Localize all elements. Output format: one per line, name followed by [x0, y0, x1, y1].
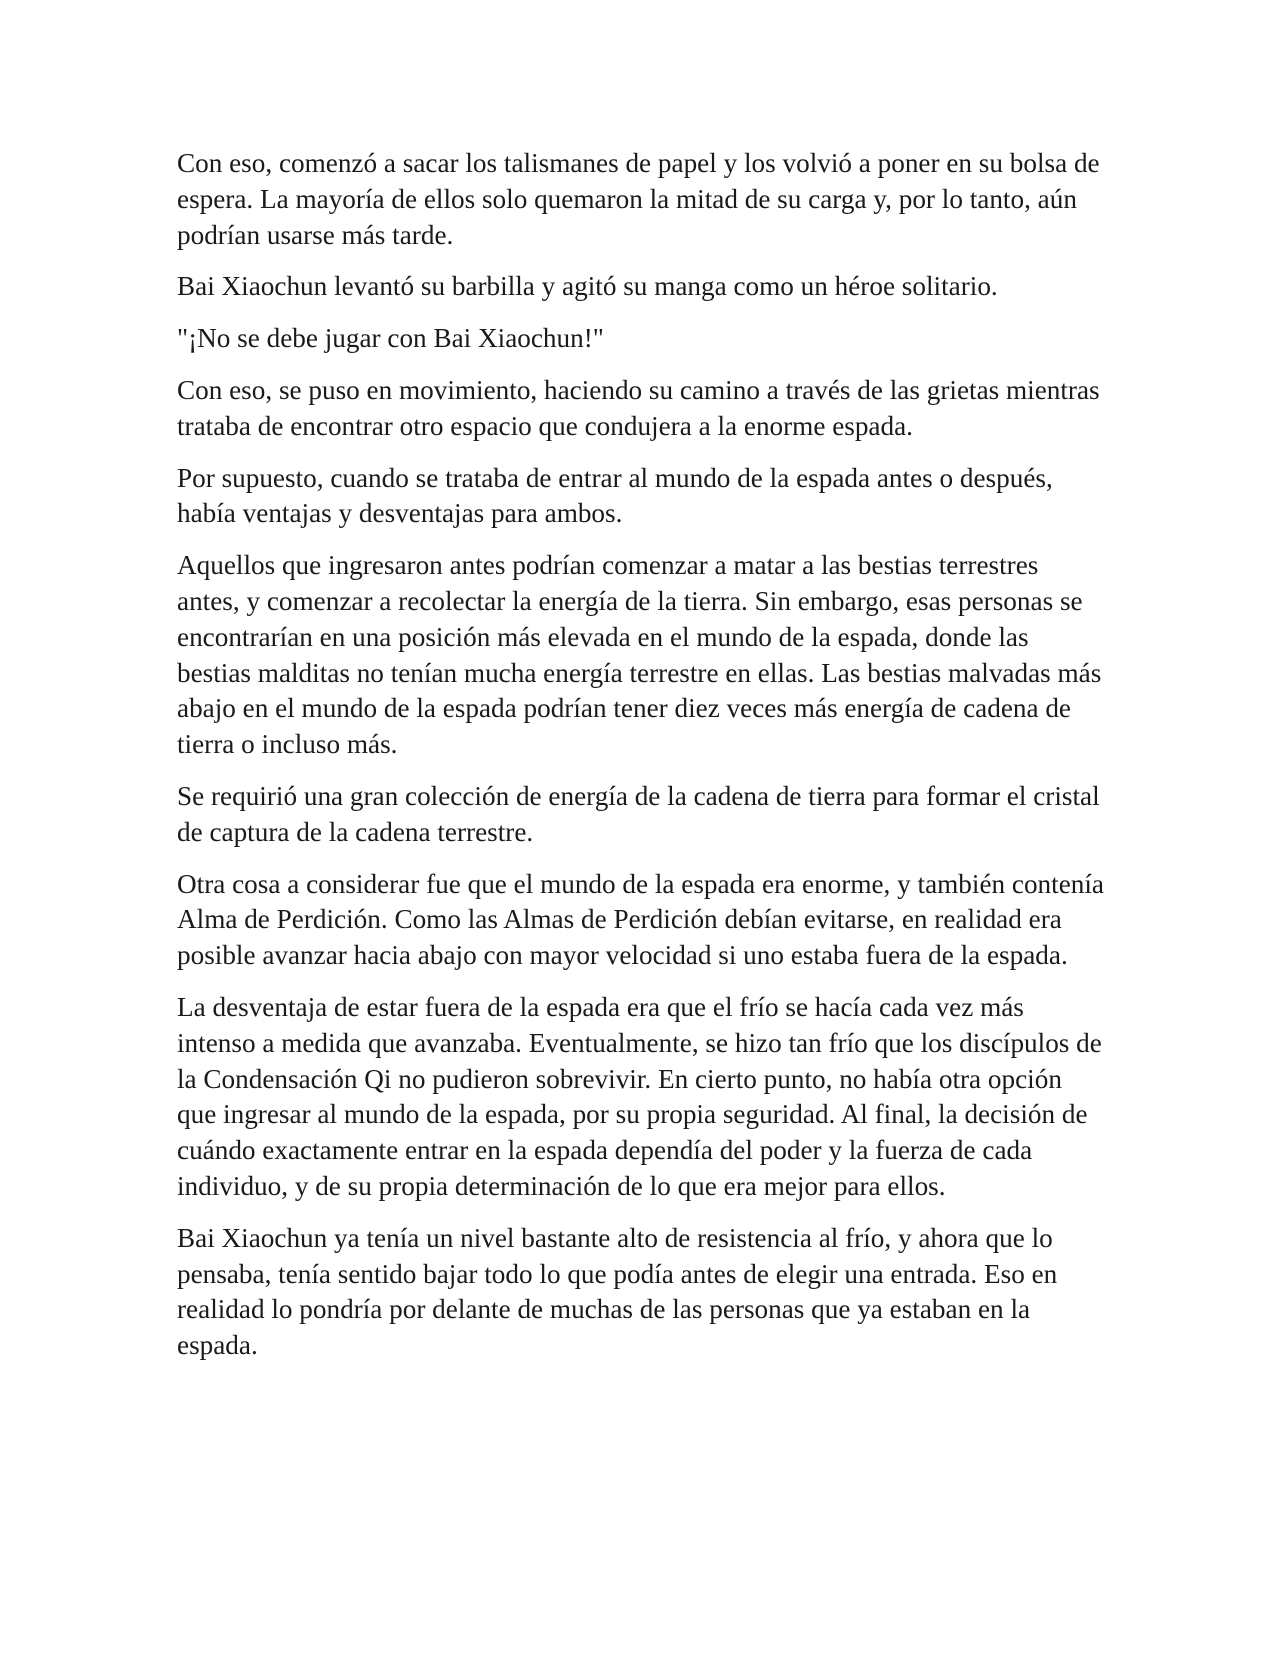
paragraph-4: Con eso, se puso en movimiento, haciendo su camino a través de las grietas mientras trataba de encontrar otro espacio que condujera a la enorme espada.: [177, 374, 1100, 441]
paragraph-8: Otra cosa a considerar fue que el mundo de la espada era enorme, y también contenía Alma de Perdición. Como las Almas de Perdición debían evitarse, en realidad era posible avanzar hacia abajo con mayor velocidad si uno estaba fuera de la espada.: [177, 868, 1104, 971]
paragraph-7: Se requirió una gran colección de energía de la cadena de tierra para formar el cristal de captura de la cadena terrestre.: [177, 780, 1100, 847]
paragraph-10: Bai Xiaochun ya tenía un nivel bastante alto de resistencia al frío, y ahora que lo pensaba, tenía sentido bajar todo lo que podía antes de elegir una entrada. Eso en realidad lo pondría por delante de muchas de las personas que ya estaban en la espada.: [177, 1222, 1058, 1361]
paragraph-9: La desventaja de estar fuera de la espada era que el frío se hacía cada vez más intenso a medida que avanzaba. Eventualmente, se hizo tan frío que los discípulos de la Condensación Qi no pudieron sobrevivir. En cierto punto, no había otra opción que ingresar al mundo de la espada, por su propia seguridad. Al final, la decisión de cuándo exactamente entrar en la espada dependía del poder y la fuerza de cada individuo, y de su propia determinación de lo que era mejor para ellos.: [177, 991, 1102, 1201]
paragraph-2: Bai Xiaochun levantó su barbilla y agitó su manga como un héroe solitario.: [177, 271, 998, 302]
paragraph-6: Aquellos que ingresaron antes podrían comenzar a matar a las bestias terrestres antes, y comenzar a recolectar la energía de la tierra. Sin embargo, esas personas se encontrarían en una posición más elevada en el mundo de la espada, donde las bestias malditas no tenían mucha energía terrestre en ellas. Las bestias malvadas más abajo en el mundo de la espada podrían tener diez veces más energía de cadena de tierra o incluso más.: [177, 550, 1102, 760]
paragraph-1: Con eso, comenzó a sacar los talismanes de papel y los volvió a poner en su bolsa de espera. La mayoría de ellos solo quemaron la mitad de su carga y, por lo tanto, aún podrían usarse más tarde.: [177, 148, 1100, 250]
document-page: [177, 146, 1107, 1380]
paragraph-3: "¡No se debe jugar con Bai Xiaochun!": [177, 323, 604, 354]
paragraph-5: Por supuesto, cuando se trataba de entrar al mundo de la espada antes o después, había ventajas y desventajas para ambos.: [177, 462, 1053, 529]
